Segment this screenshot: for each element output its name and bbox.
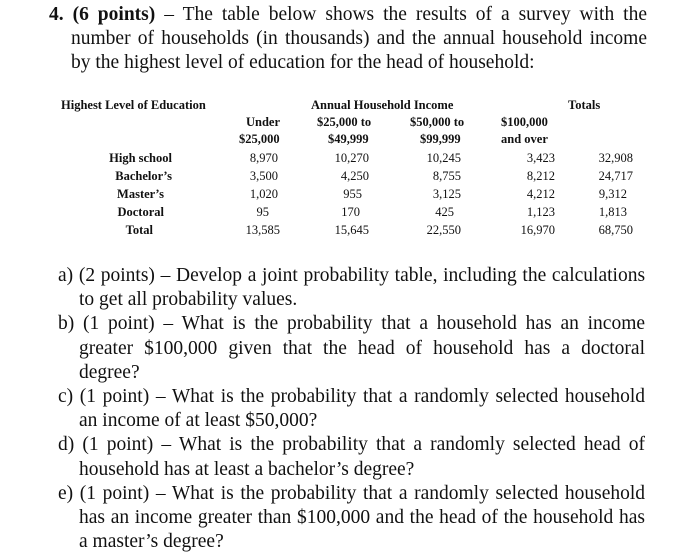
row-label: Total [125, 223, 153, 237]
col-header-line1: Under [246, 115, 281, 129]
col-header-line1: $50,000 to [410, 115, 465, 129]
survey-table [0, 0, 700, 260]
table-cell: 8,755 [432, 169, 461, 183]
part-text: What is the probability that a randomly selected household an income of at least $50,000? [79, 386, 646, 432]
row-total: 32,908 [598, 151, 633, 165]
row-total: 1,813 [598, 205, 627, 219]
question-points: (6 points) [72, 4, 156, 25]
part-points: (1 point) [79, 386, 150, 408]
table-cell: 1,020 [249, 187, 278, 201]
part-dash: – [155, 386, 166, 408]
part-label: e) [58, 482, 74, 504]
row-label: Master’s [117, 187, 164, 201]
question-dash: – [164, 4, 174, 25]
part-points: (1 point) [79, 482, 150, 504]
table-cell: 13,585 [245, 223, 280, 237]
col-header-line2: $49,999 [328, 132, 369, 146]
col-header-line2: and over [501, 132, 548, 146]
row-header: Highest Level of Education [61, 98, 206, 112]
table-cell: 10,270 [334, 151, 369, 165]
table-cell: 8,970 [249, 151, 278, 165]
part-text: What is the probability that a household has an income greater $100,000 given that the head of household has a doctoral degree? [79, 313, 646, 383]
col-header-line2: $25,000 [239, 132, 280, 146]
table-cell: 170 [341, 205, 360, 219]
table-cell: 8,212 [526, 169, 555, 183]
row-total: 24,717 [598, 169, 633, 183]
part-label: b) [58, 313, 75, 335]
table-cell: 4,212 [526, 187, 555, 201]
col-header-line2: $99,999 [420, 132, 461, 146]
part-text: Develop a joint probability table, including the calculations to get all probability values. [79, 265, 646, 311]
table-cell: 3,423 [526, 151, 555, 165]
table-cell: 4,250 [340, 169, 369, 183]
totals-header: Totals [568, 98, 601, 112]
col-header-line1: $100,000 [501, 115, 548, 129]
part-points: (2 points) [78, 265, 155, 286]
table-cell: 10,245 [426, 151, 461, 165]
part-label: c) [58, 386, 74, 408]
part-c [58, 385, 645, 433]
question-text: The table below shows the results of a survey with the number of households (in thousands) and the annual household income by the highest level of education for the head of household: [71, 4, 647, 73]
part-points: (1 point) [83, 313, 155, 335]
col-header-line1: $25,000 to [317, 115, 372, 129]
part-dash: – [161, 434, 172, 456]
table-cell: 95 [256, 205, 269, 219]
part-points: (1 point) [82, 434, 154, 456]
part-label: a) [58, 265, 74, 286]
part-a [58, 264, 645, 312]
part-e [58, 482, 645, 555]
table-cell: 1,123 [526, 205, 555, 219]
table-cell: 16,970 [520, 223, 555, 237]
part-b [58, 312, 645, 385]
table-cell: 22,550 [426, 223, 461, 237]
table-cell: 955 [343, 187, 362, 201]
part-text: What is the probability that a randomly selected head of household has at least a bachelor’s degree? [79, 434, 645, 480]
row-label: Doctoral [117, 205, 164, 219]
table-cell: 15,645 [334, 223, 369, 237]
table-cell: 3,125 [432, 187, 461, 201]
row-total: 9,312 [598, 187, 627, 201]
part-dash: – [155, 482, 166, 504]
row-label: Bachelor’s [115, 169, 172, 183]
table-cell: 3,500 [249, 169, 278, 183]
part-d [58, 433, 645, 481]
group-header: Annual Household Income [311, 98, 454, 112]
row-label: High school [109, 151, 172, 165]
part-dash: – [163, 313, 174, 335]
question-number: 4. [49, 4, 64, 25]
part-dash: – [160, 265, 171, 286]
part-label: d) [58, 434, 75, 456]
row-total: 68,750 [598, 223, 633, 237]
question-parts [58, 264, 645, 554]
part-text: What is the probability that a randomly selected household has an income greater than $100,000 and the head of the household has a master’s degree? [79, 482, 646, 553]
table-cell: 425 [435, 205, 454, 219]
